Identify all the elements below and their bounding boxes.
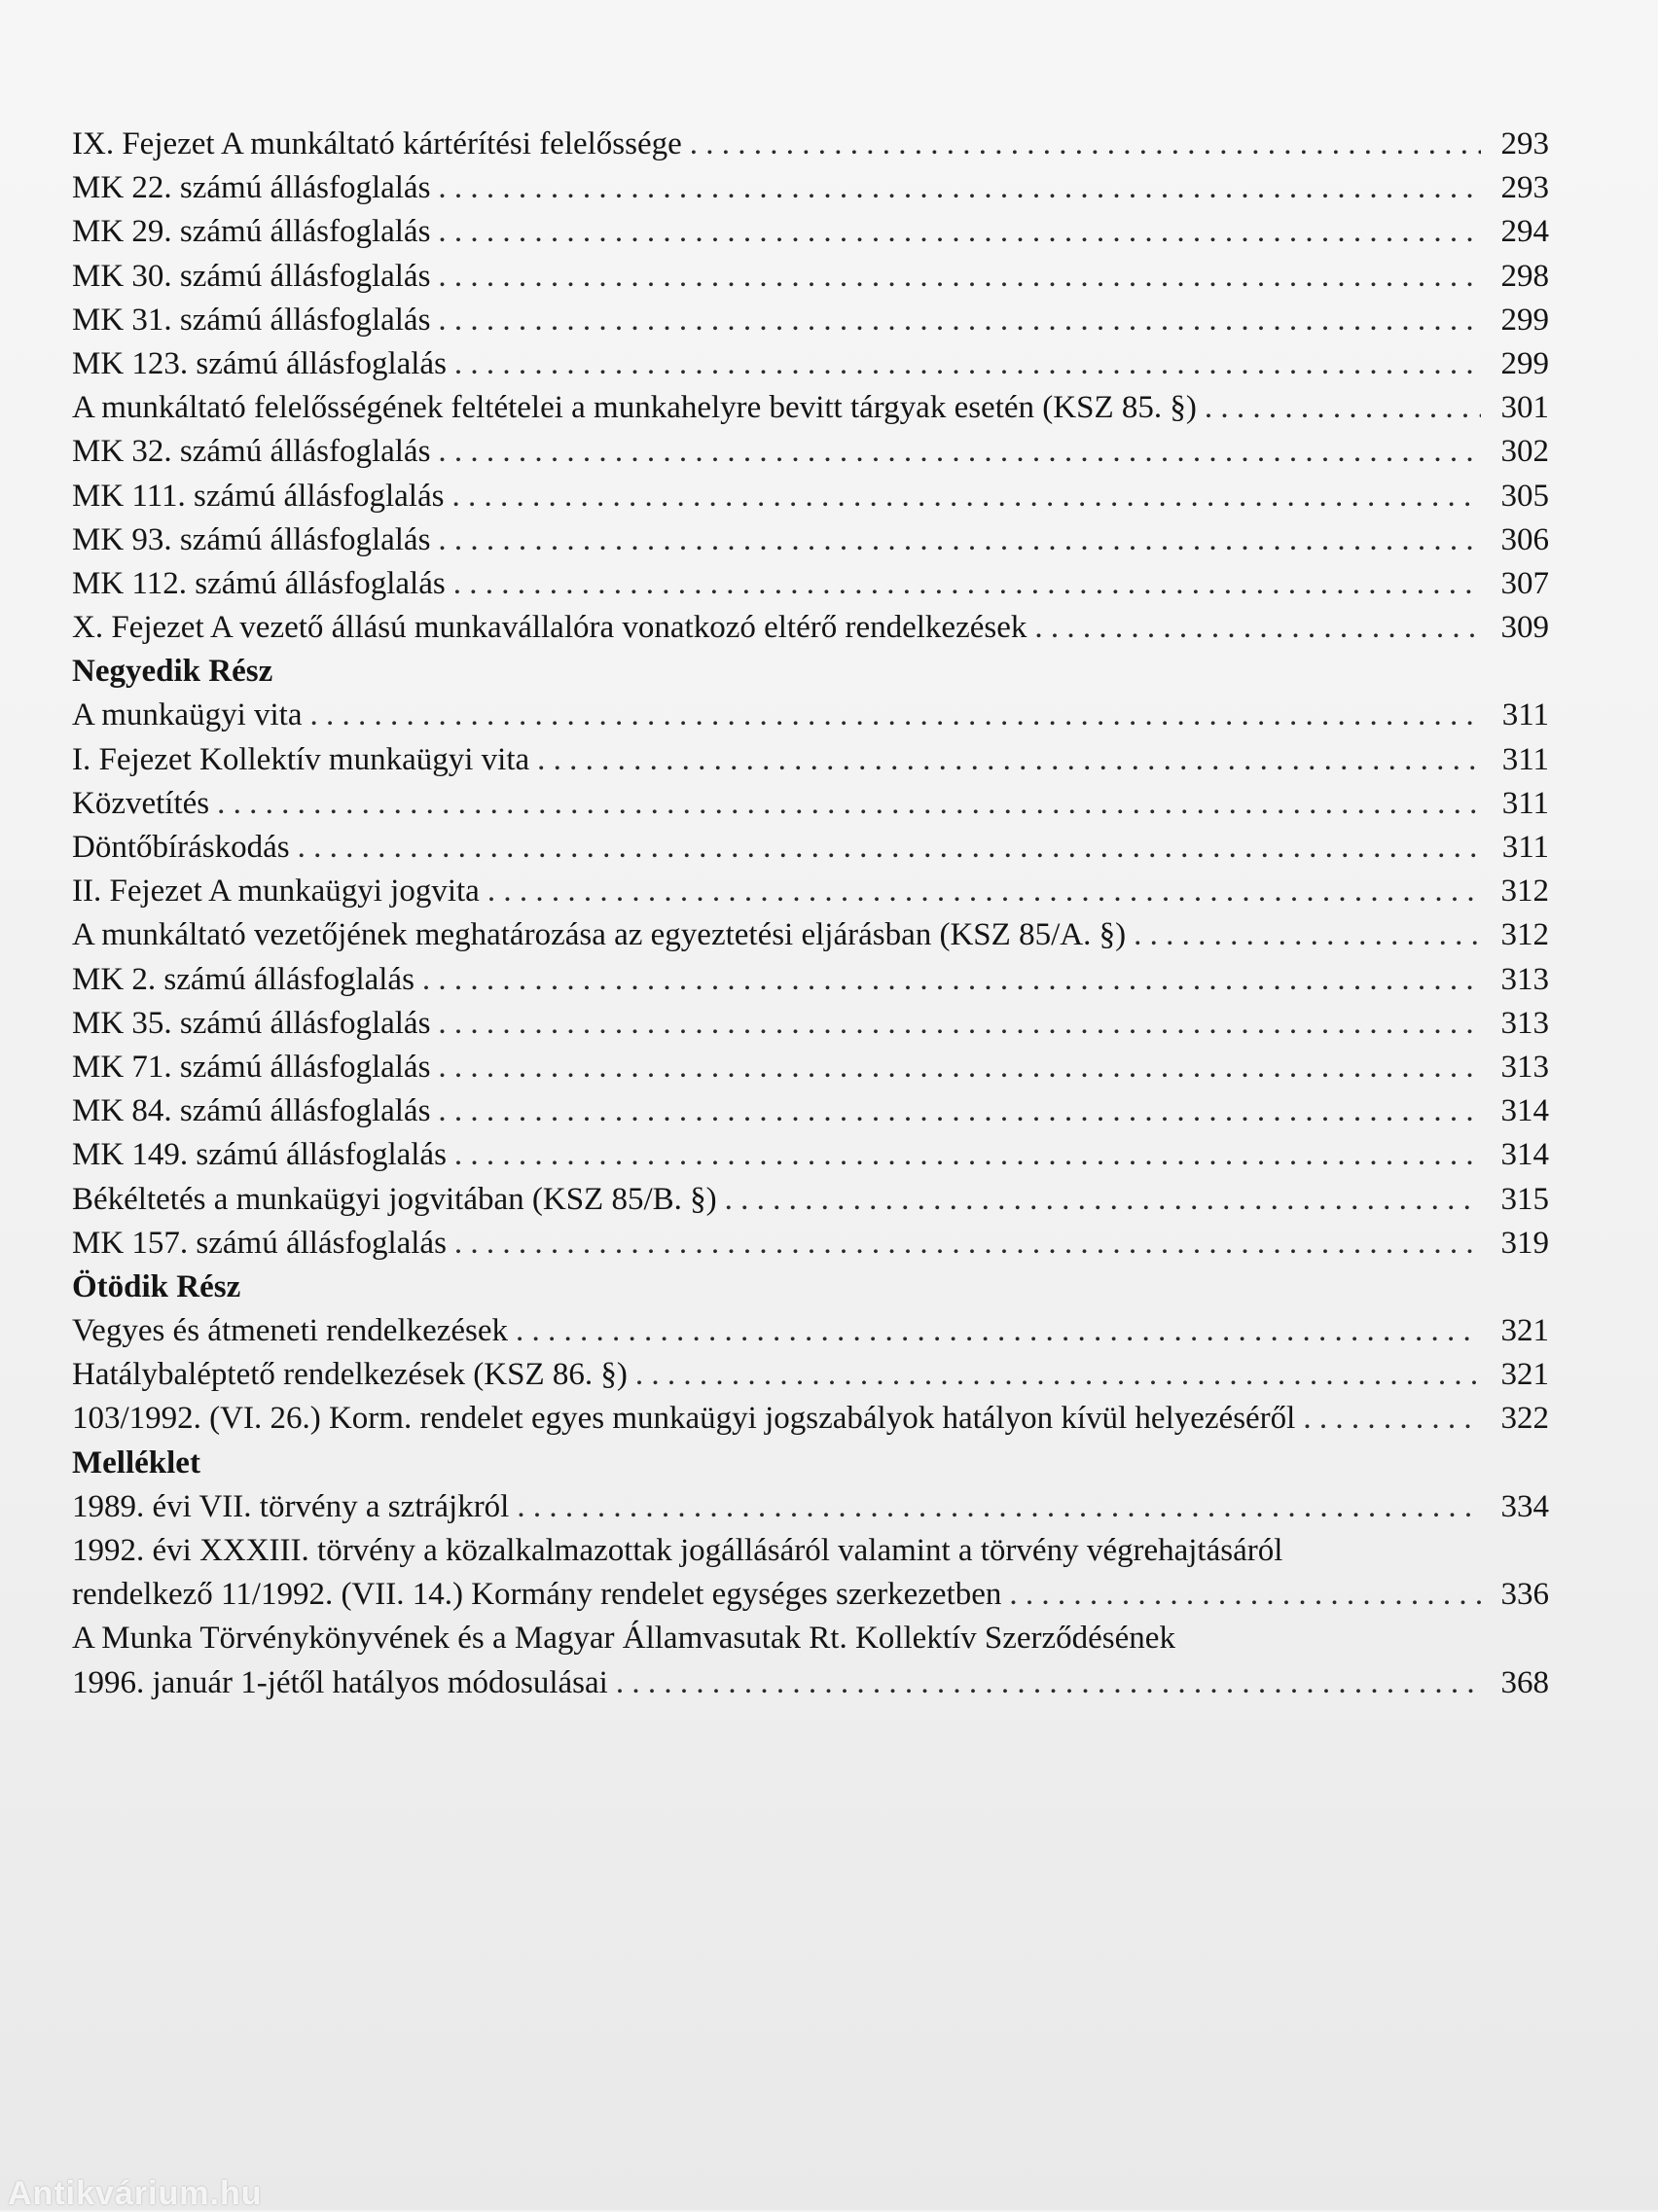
toc-page-number: 299 [1500, 345, 1549, 381]
toc-entry [72, 1002, 1549, 1046]
dot-leader [537, 738, 1481, 782]
watermark-logo: Antikvárium.hu [8, 2175, 263, 2212]
toc-page-number: 319 [1500, 1225, 1549, 1261]
toc-page-number: 315 [1500, 1181, 1549, 1217]
dot-leader [454, 1133, 1481, 1177]
dot-leader [438, 299, 1481, 342]
toc-page-number: 322 [1500, 1401, 1549, 1437]
toc-entry-title-line1: A Munka Törvénykönyvének és a Magyar Államvasutak Rt. Kollektív Szerződésének [72, 1621, 1175, 1657]
dot-leader [438, 518, 1481, 562]
toc-entry [72, 386, 1549, 430]
toc-entry-title: MK 22. számú állásfoglalás [72, 170, 431, 206]
toc-page-number: 311 [1501, 697, 1549, 733]
toc-entry-title: 1996. január 1-jétől hatályos módosulásai [72, 1664, 608, 1700]
toc-page-number: 309 [1500, 610, 1549, 646]
toc-page-number: 314 [1500, 1137, 1549, 1173]
toc-page-number: 305 [1500, 478, 1549, 514]
toc-page-number: 313 [1500, 1049, 1549, 1085]
toc-entry [72, 1661, 1549, 1705]
toc-entry-title: MK 93. számú állásfoglalás [72, 521, 431, 557]
toc-entry-title: MK 157. számú állásfoglalás [72, 1225, 447, 1261]
dot-leader [438, 255, 1481, 299]
toc-page-number: 294 [1500, 214, 1549, 250]
dot-leader [1009, 1573, 1481, 1617]
dot-leader [725, 1178, 1481, 1222]
toc-entry-title: MK 123. számú állásfoglalás [72, 345, 447, 381]
toc-entry-title: MK 31. számú állásfoglalás [72, 302, 431, 338]
toc-entry-title: Vegyes és átmeneti rendelkezések [72, 1313, 509, 1349]
dot-leader [438, 1089, 1481, 1133]
dot-leader [438, 166, 1481, 210]
toc-entry-title: II. Fejezet A munkaügyi jogvita [72, 874, 480, 910]
toc-entry-title: MK 2. számú állásfoglalás [72, 961, 414, 997]
dot-leader [298, 826, 1481, 870]
toc-page-number: 368 [1500, 1664, 1549, 1700]
toc-entry [72, 166, 1549, 210]
toc-entry [72, 210, 1549, 254]
toc-entry [72, 342, 1549, 386]
toc-entry [72, 870, 1549, 913]
toc-page-number: 311 [1501, 741, 1549, 777]
dot-leader [438, 430, 1481, 474]
toc-entry [72, 1089, 1549, 1133]
dot-leader [517, 1485, 1481, 1529]
dot-leader [438, 1046, 1481, 1089]
toc-page-number: 307 [1500, 565, 1549, 601]
toc-page-number: 293 [1500, 126, 1549, 161]
toc-entry [72, 1485, 1549, 1529]
toc-page-number: 313 [1500, 961, 1549, 997]
dot-leader [616, 1661, 1481, 1705]
dot-leader [1303, 1397, 1481, 1441]
toc-entry-title: MK 149. számú állásfoglalás [72, 1137, 447, 1173]
dot-leader [1205, 386, 1481, 430]
toc-entry [72, 1133, 1549, 1177]
toc-entry-title: MK 35. számú állásfoglalás [72, 1005, 431, 1041]
toc-entry-title: A munkáltató vezetőjének meghatározása az egyeztetési eljárásban (KSZ 85/A. §) [72, 917, 1127, 953]
toc-entry-title: MK 84. számú állásfoglalás [72, 1093, 431, 1129]
toc-page-number: 299 [1500, 302, 1549, 338]
toc-entry-title: 1989. évi VII. törvény a sztrájkról [72, 1488, 510, 1524]
toc-entry-title: MK 111. számú állásfoglalás [72, 478, 445, 514]
toc-entry [72, 255, 1549, 299]
dot-leader [438, 1002, 1481, 1046]
toc-entry [72, 782, 1549, 826]
toc-entry [72, 1573, 1549, 1617]
toc-page-number: 293 [1500, 170, 1549, 206]
dot-leader [454, 342, 1481, 386]
dot-leader [454, 1222, 1481, 1266]
toc-entry [72, 1353, 1549, 1397]
toc-entry [72, 958, 1549, 1002]
toc-entry-title: 103/1992. (VI. 26.) Korm. rendelet egyes munkaügyi jogszabályok hatályon kívül helyezéséről [72, 1401, 1296, 1437]
toc-entry-title: MK 30. számú állásfoglalás [72, 258, 431, 294]
toc-entry-title: Békéltetés a munkaügyi jogvitában (KSZ 85/B. §) [72, 1181, 717, 1217]
toc-entry-title: Döntőbíráskodás [72, 830, 290, 865]
toc-page-number: 321 [1500, 1357, 1549, 1393]
dot-leader [1034, 606, 1481, 650]
toc-entry [72, 606, 1549, 650]
toc-page-number: 334 [1500, 1488, 1549, 1524]
toc-entry [72, 913, 1549, 957]
toc-entry [72, 475, 1549, 518]
toc-entry-title: I. Fejezet Kollektív munkaügyi vita [72, 741, 530, 777]
toc-entry [72, 1222, 1549, 1266]
toc-entry [72, 123, 1549, 166]
toc-page-number: 298 [1500, 258, 1549, 294]
toc-entry-title: A munkaügyi vita [72, 697, 303, 733]
toc-entry [72, 430, 1549, 474]
toc-page-number: 302 [1500, 434, 1549, 470]
toc-entry-title: X. Fejezet A vezető állású munkavállalóra vonatkozó eltérő rendelkezések [72, 610, 1027, 646]
toc-entry-title: A munkáltató felelősségének feltételei a munkahelyre bevitt tárgyak esetén (KSZ 85. §) [72, 390, 1197, 426]
toc-entry-title: MK 32. számú állásfoglalás [72, 434, 431, 470]
toc-entry-title: MK 29. számú állásfoglalás [72, 214, 431, 250]
toc-entry [72, 826, 1549, 870]
toc-entry [72, 1046, 1549, 1089]
toc-entry [72, 562, 1549, 606]
dot-leader [309, 694, 1481, 737]
toc-page-number: 314 [1500, 1093, 1549, 1129]
toc-page-number: 301 [1500, 390, 1549, 426]
table-of-contents [72, 123, 1549, 1705]
dot-leader [422, 958, 1481, 1002]
toc-page-number: 306 [1500, 521, 1549, 557]
toc-entry-title: rendelkező 11/1992. (VII. 14.) Kormány rendelet egységes szerkezetben [72, 1577, 1002, 1613]
toc-entry [72, 299, 1549, 342]
toc-entry [72, 694, 1549, 737]
dot-leader [487, 870, 1481, 913]
toc-page-number: 312 [1500, 874, 1549, 910]
toc-page-number: 313 [1500, 1005, 1549, 1041]
toc-page-number: 311 [1501, 785, 1549, 821]
toc-page-number: 311 [1501, 830, 1549, 865]
toc-page-number: 312 [1500, 917, 1549, 953]
toc-entry-title-line1: 1992. évi XXXIII. törvény a közalkalmazottak jogállásáról valamint a törvény végrehajtásáról [72, 1533, 1283, 1568]
toc-part-heading: Melléklet [72, 1445, 200, 1481]
dot-leader [516, 1309, 1481, 1353]
toc-entry-title: Hatálybaléptető rendelkezések (KSZ 86. §) [72, 1357, 628, 1393]
toc-entry [72, 518, 1549, 562]
toc-page-number: 321 [1500, 1313, 1549, 1349]
toc-entry-title: IX. Fejezet A munkáltató kártérítési felelőssége [72, 126, 682, 161]
dot-leader [217, 782, 1481, 826]
dot-leader [438, 210, 1481, 254]
dot-leader [1134, 913, 1481, 957]
dot-leader [635, 1353, 1481, 1397]
toc-entry-title: MK 71. számú állásfoglalás [72, 1049, 431, 1085]
dot-leader [690, 123, 1481, 166]
dot-leader [451, 475, 1481, 518]
toc-page-number: 336 [1500, 1577, 1549, 1613]
toc-entry-title: MK 112. számú állásfoglalás [72, 565, 446, 601]
toc-part-heading: Ötödik Rész [72, 1268, 241, 1304]
toc-entry-title: Közvetítés [72, 785, 210, 821]
toc-part-heading: Negyedik Rész [72, 654, 273, 690]
toc-entry [72, 1178, 1549, 1222]
toc-entry [72, 738, 1549, 782]
toc-entry [72, 1309, 1549, 1353]
toc-entry [72, 1397, 1549, 1441]
dot-leader [453, 562, 1481, 606]
